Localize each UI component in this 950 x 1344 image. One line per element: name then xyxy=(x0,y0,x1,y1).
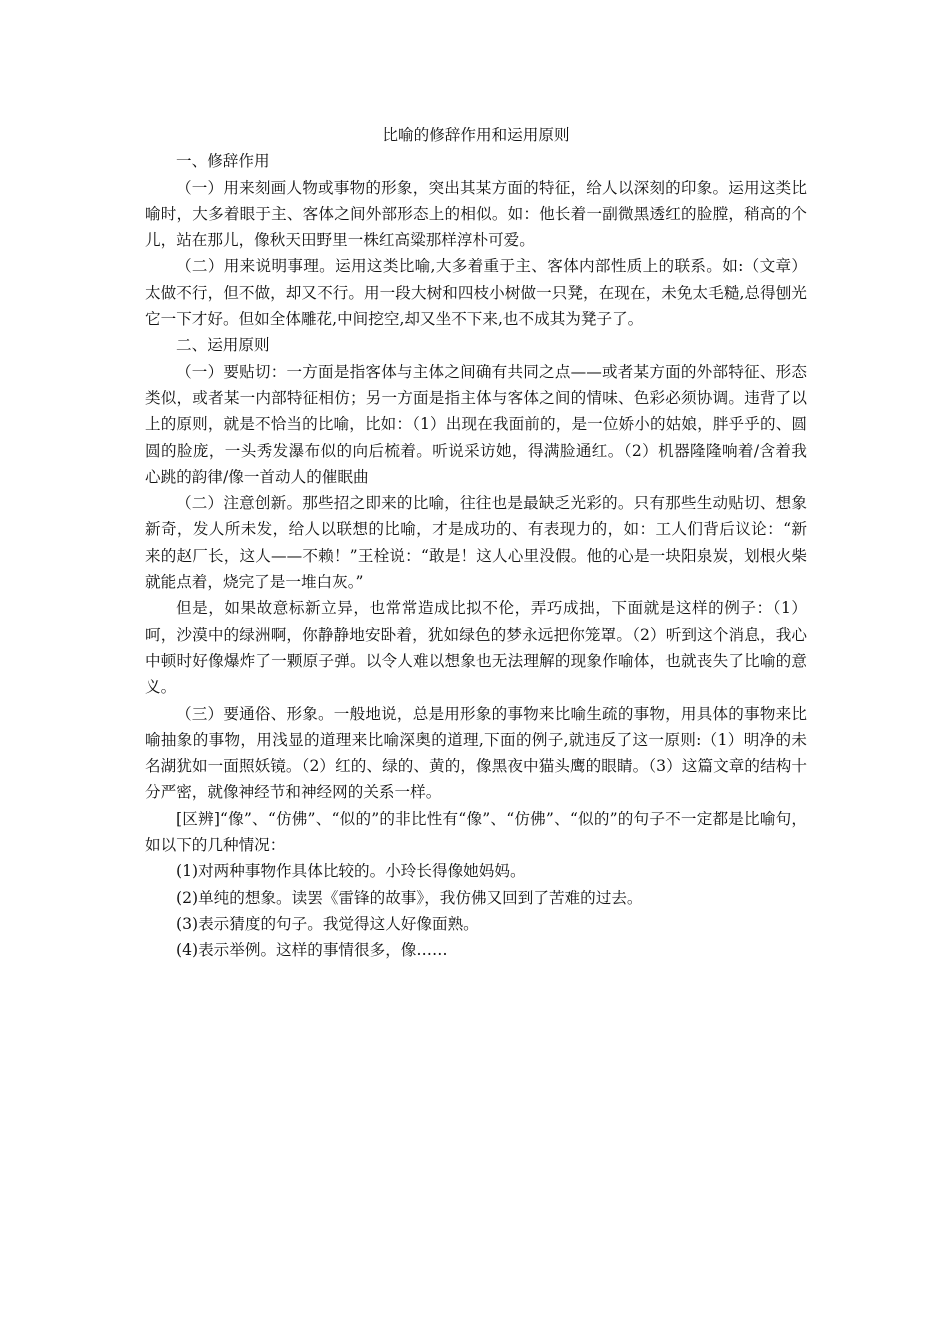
paragraph-principle-2: （二）注意创新。那些招之即来的比喻，往往也是最缺乏光彩的。只有那些生动贴切、想象新奇，发人所未发，给人以联想的比喻，才是成功的、有表现力的，如：工人们背后议论：“新来的赵厂长，这人——不赖！”王栓说：“敢是！这人心里没假。他的心是一块阳泉炭，划根火柴就能点着，烧完了是一堆白灰。” xyxy=(145,494,807,592)
paragraph-function-2: （二）用来说明事理。运用这类比喻,大多着重于主、客体内部性质上的联系。如:（文章）太做不行，但不做，却又不行。用一段大树和四枝小树做一只凳，在现在，未免太毛糙,总得刨光它一下才好。但如全体雕花,中间挖空,却又坐不下来,也不成其为凳子了。 xyxy=(145,257,807,329)
document-title: 比喻的修辞作用和运用原则 xyxy=(382,126,570,144)
list-item: (1)对两种事物作具体比较的。小玲长得像她妈妈。 xyxy=(176,862,526,881)
paragraph-principle-3: （三）要通俗、形象。一般地说，总是用形象的事物来比喻生疏的事物，用具体的事物来比喻抽象的事物，用浅显的道理来比喻深奥的道理,下面的例子,就违反了这一原则:（1）明净的未名湖犹如一面照妖镜。（2）红的、绿的、黄的，像黑夜中猫头鹰的眼睛。（3）这篇文章的结构十分严密，就像神经节和神经网的关系一样。 xyxy=(145,704,807,802)
paragraph-function-1: （一）用来刻画人物或事物的形象，突出其某方面的特征，给人以深刻的印象。运用这类比喻时，大多着眼于主、客体之间外部形态上的相似。如：他长着一副微黑透红的脸膛，稍高的个儿，站在那儿，像秋天田野里一株红高粱那样淳朴可爱。 xyxy=(145,178,807,250)
paragraph-distinction: [区辨]“像”、“仿佛”、“似的”的非比性有“像”、“仿佛”、“似的”的句子不一定都是比喻句，如以下的几种情况： xyxy=(145,809,807,855)
document-page xyxy=(145,122,807,964)
section-heading-usage-principles: 二、运用原则 xyxy=(176,336,270,355)
list-item: (4)表示举例。这样的事情很多，像…… xyxy=(176,941,448,960)
list-item: (2)单纯的想象。读罢《雷锋的故事》，我仿佛又回到了苦难的过去。 xyxy=(176,888,643,907)
section-heading-rhetorical-function: 一、修辞作用 xyxy=(176,152,270,171)
paragraph-principle-2-continued: 但是，如果故意标新立异，也常常造成比拟不伦，弄巧成拙，下面就是这样的例子：（1）呵，沙漠中的绿洲啊，你静静地安卧着，犹如绿色的梦永远把你笼罩。（2）听到这个消息，我心中顿时好像爆炸了一颗原子弹。以令人难以想象也无法理解的现象作喻体，也就丧失了比喻的意义。 xyxy=(145,599,807,697)
paragraph-principle-1: （一）要贴切：一方面是指客体与主体之间确有共同之点——或者某方面的外部特征、形态类似，或者某一内部特征相仿；另一方面是指主体与客体之间的情味、色彩必须协调。违背了以上的原则，就是不恰当的比喻，比如：（1）出现在我面前的，是一位娇小的姑娘，胖乎乎的、圆圆的脸庞，一头秀发瀑布似的向后梳着。听说采访她，得满脸通红。（2）机器隆隆响着/含着我心跳的韵律/像一首动人的催眠曲 xyxy=(145,362,807,486)
list-item: (3)表示猜度的句子。我觉得这人好像面熟。 xyxy=(176,914,479,933)
